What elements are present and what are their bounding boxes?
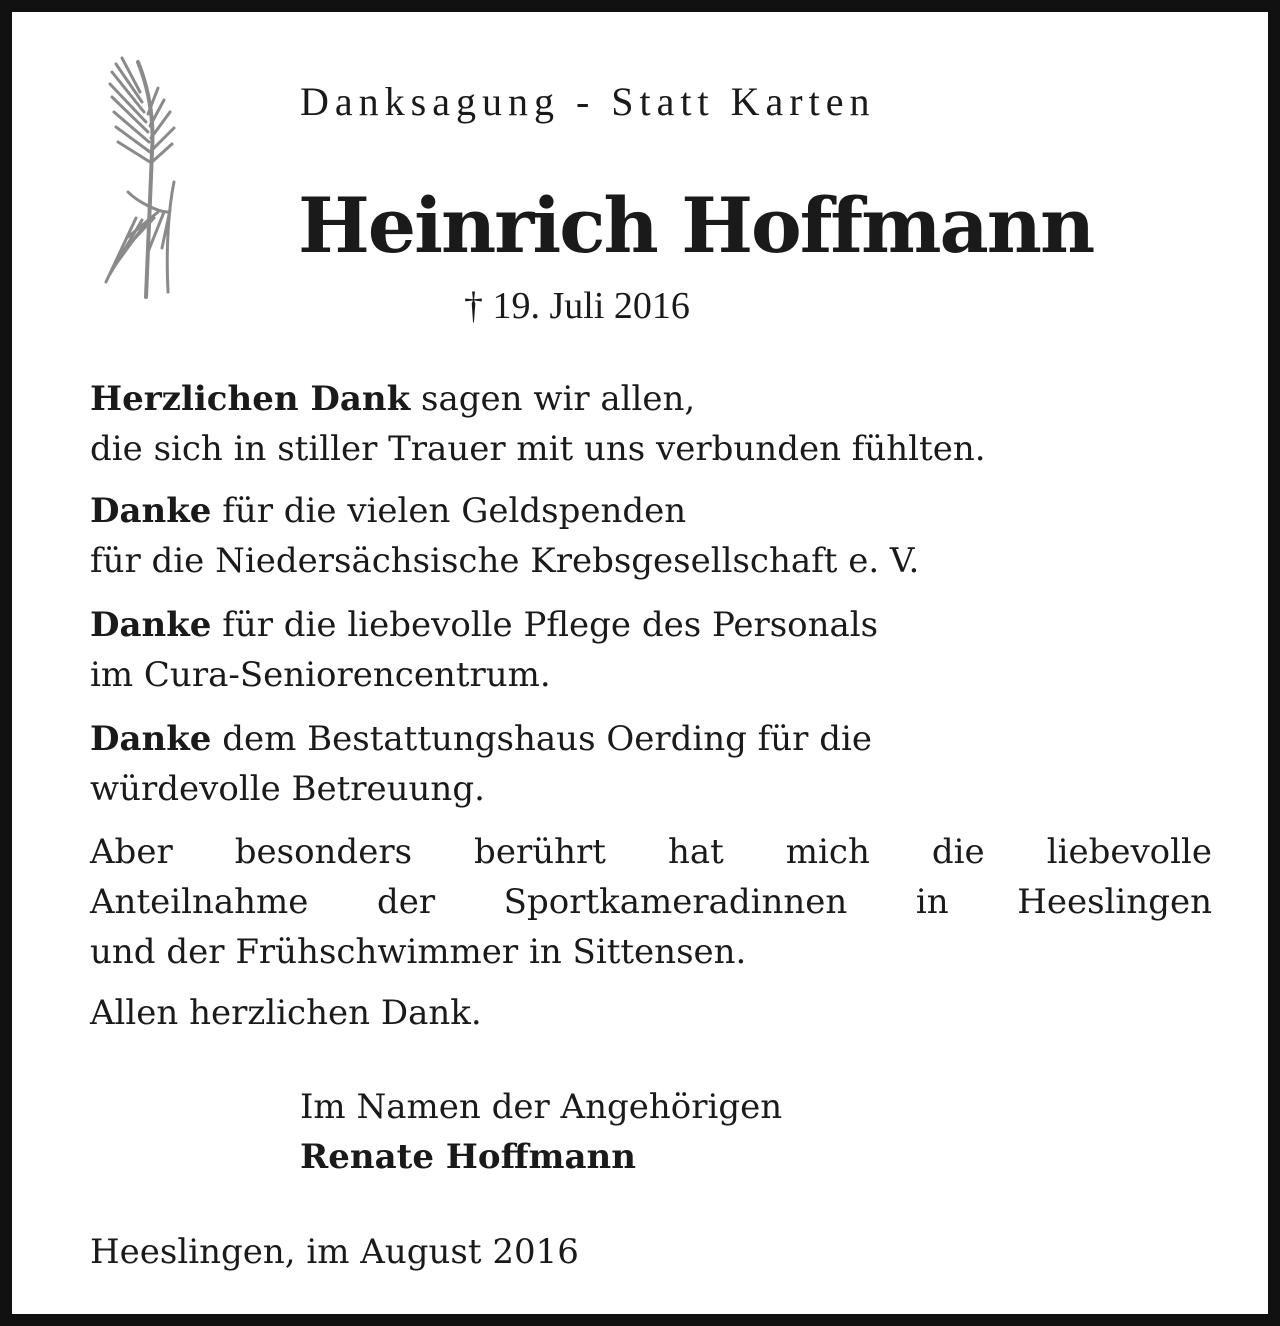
closing-text: Allen herzlichen Dank. <box>90 993 482 1033</box>
thanks-text: sagen wir allen, <box>410 379 696 419</box>
special-thanks-paragraph <box>90 827 1212 977</box>
thanks-text: für die liebevolle Pflege des Personals <box>211 605 879 645</box>
thanks-text: dem Bestattungshaus Oerding für die <box>211 719 872 759</box>
thanks-paragraph-1 <box>90 374 1212 474</box>
special-thanks-line: Anteilnahme der Sportkameradinnen in Heeslingen <box>90 882 1212 922</box>
thanks-lead: Danke <box>90 491 212 531</box>
signer-name: Renate Hoffmann <box>300 1137 636 1177</box>
thanks-paragraph-2 <box>90 486 1212 586</box>
thanks-lead: Danke <box>90 605 212 645</box>
notice-heading: Danksagung - Statt Karten <box>300 79 876 124</box>
on-behalf-text: Im Namen der Angehörigen <box>300 1087 783 1127</box>
signature-block <box>300 1082 782 1182</box>
thanks-paragraph-3 <box>90 600 1212 700</box>
special-thanks-line: Aber besonders berührt hat mich die liebevolle <box>90 832 1212 872</box>
thanks-lead: Herzlichen Dank <box>90 379 411 419</box>
thanks-paragraph-4 <box>90 714 1212 814</box>
thanks-text: für die Niedersächsische Krebsgesellschaft e. V. <box>90 541 920 581</box>
thanks-text: die sich in stiller Trauer mit uns verbunden fühlten. <box>90 429 986 469</box>
place-and-date: Heeslingen, im August 2016 <box>90 1232 579 1272</box>
wheat-grass-icon <box>88 52 188 302</box>
thanks-text: im Cura-Seniorencentrum. <box>90 655 551 695</box>
thanks-lead: Danke <box>90 719 212 759</box>
special-thanks-line: und der Frühschwimmer in Sittensen. <box>90 932 747 972</box>
deceased-name: Heinrich Hoffmann <box>298 181 1094 270</box>
thanks-text: für die vielen Geldspenden <box>211 491 687 531</box>
death-date: † 19. Juli 2016 <box>464 285 690 327</box>
closing-line <box>90 988 1212 1038</box>
thanks-text: würdevolle Betreuung. <box>90 769 485 809</box>
